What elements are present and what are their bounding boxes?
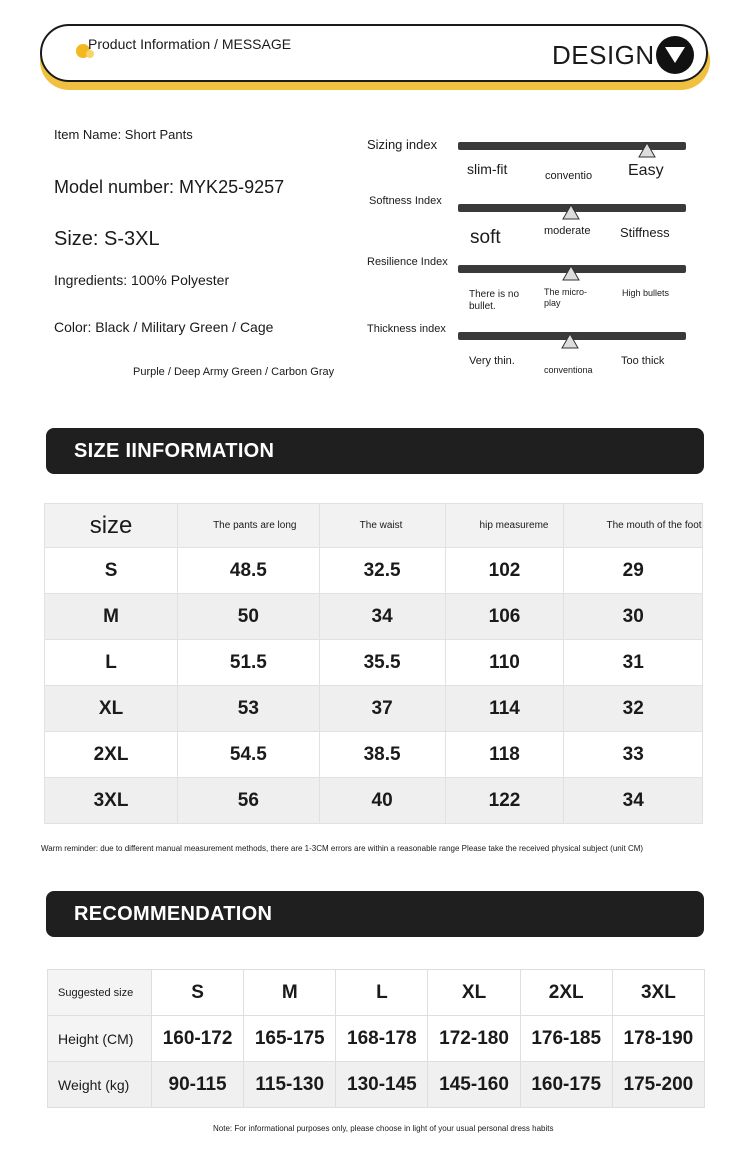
index-option: moderate [544, 225, 591, 237]
table-header-cell: The waist [319, 504, 445, 548]
design-label: DESIGN [552, 40, 655, 70]
table-row [45, 594, 703, 640]
table-row [48, 1016, 705, 1062]
table-cell: XL [45, 686, 178, 732]
table-cell: 145-160 [428, 1062, 520, 1108]
size-section-header [46, 428, 704, 474]
table-header-cell: hip measureme [445, 504, 564, 548]
table-cell: M [45, 594, 178, 640]
table-cell: 32 [564, 686, 703, 732]
table-cell: 37 [319, 686, 445, 732]
index-marker-resilience [562, 265, 580, 281]
dropdown-button[interactable] [656, 36, 694, 74]
table-header-cell: XL [428, 970, 520, 1016]
table-header-cell: The pants are long [178, 504, 320, 548]
table-row-label: Weight (kg) [48, 1062, 152, 1108]
table-header-cell: 3XL [612, 970, 704, 1016]
table-cell: 38.5 [319, 732, 445, 778]
index-option: soft [470, 227, 501, 248]
table-cell: 40 [319, 778, 445, 824]
table-cell: 160-175 [520, 1062, 612, 1108]
table-cell: 172-180 [428, 1016, 520, 1062]
table-header-cell: L [336, 970, 428, 1016]
table-cell: 2XL [45, 732, 178, 778]
table-cell: 110 [445, 640, 564, 686]
index-label-resilience: Resilience Index [367, 256, 448, 268]
table-row [45, 686, 703, 732]
header-title: Product Information / MESSAGE [88, 36, 292, 52]
table-cell: 178-190 [612, 1016, 704, 1062]
table-header-row [48, 970, 705, 1016]
table-header-cell: Suggested size [48, 970, 152, 1016]
index-label-sizing: Sizing index [367, 137, 438, 152]
table-cell: 118 [445, 732, 564, 778]
index-option: Stiffness [620, 225, 670, 240]
model-number: Model number: MYK25-9257 [54, 177, 285, 197]
table-cell: 34 [564, 778, 703, 824]
table-row [45, 778, 703, 824]
table-header-cell: 2XL [520, 970, 612, 1016]
table-cell: 31 [564, 640, 703, 686]
table-cell: 122 [445, 778, 564, 824]
table-cell: 160-172 [152, 1016, 244, 1062]
table-cell: 165-175 [244, 1016, 336, 1062]
table-row [48, 1062, 705, 1108]
table-cell: 50 [178, 594, 320, 640]
table-cell: 29 [564, 548, 703, 594]
color-line-1: Color: Black / Military Green / Cage [54, 319, 274, 335]
table-cell: 106 [445, 594, 564, 640]
table-cell: 53 [178, 686, 320, 732]
table-cell: 168-178 [336, 1016, 428, 1062]
item-name: Item Name: Short Pants [54, 127, 193, 142]
table-cell: 115-130 [244, 1062, 336, 1108]
table-cell: 114 [445, 686, 564, 732]
index-label-thickness: Thickness index [367, 323, 446, 335]
color-line-2: Purple / Deep Army Green / Carbon Gray [133, 366, 335, 378]
table-row [45, 640, 703, 686]
table-header-cell: The mouth of the foot [564, 504, 703, 548]
table-cell: 48.5 [178, 548, 320, 594]
table-cell: 3XL [45, 778, 178, 824]
table-cell: 130-145 [336, 1062, 428, 1108]
table-cell: S [45, 548, 178, 594]
table-cell: 30 [564, 594, 703, 640]
table-cell: 56 [178, 778, 320, 824]
index-marker-softness [562, 204, 580, 220]
index-option: There is no bullet. [469, 289, 520, 312]
table-cell: 90-115 [152, 1062, 244, 1108]
size-section-title: SIZE IINFORMATION [74, 440, 275, 462]
index-option: conventiona [544, 365, 593, 375]
table-row [45, 732, 703, 778]
table-row [45, 548, 703, 594]
index-option: Easy [628, 162, 664, 179]
index-label-softness: Softness Index [369, 195, 442, 207]
table-cell: 33 [564, 732, 703, 778]
table-header-cell: size [45, 504, 178, 548]
table-cell: 51.5 [178, 640, 320, 686]
index-option: The micro-play [544, 287, 588, 308]
table-cell: 32.5 [319, 548, 445, 594]
index-marker-thickness [561, 333, 579, 349]
table-header-cell: S [152, 970, 244, 1016]
index-option: Too thick [621, 355, 665, 367]
recommendation-table [47, 969, 705, 1108]
size-table [44, 503, 703, 824]
index-option: conventio [545, 170, 593, 182]
warm-reminder: Warm reminder: due to different manual measurement methods, there are 1-3CM errors are within a reasonable range Please take the received physical subject (unit CM) [41, 844, 644, 853]
table-cell: L [45, 640, 178, 686]
recommendation-section-header [46, 891, 704, 937]
triangle-down-icon [665, 47, 685, 63]
ingredients: Ingredients: 100% Polyester [54, 272, 230, 288]
table-header-row [45, 504, 703, 548]
recommendation-note: Note: For informational purposes only, please choose in light of your usual personal dress habits [213, 1124, 554, 1133]
table-cell: 54.5 [178, 732, 320, 778]
size-range: Size: S-3XL [54, 228, 160, 250]
table-cell: 35.5 [319, 640, 445, 686]
index-option: Very thin. [469, 355, 515, 367]
table-row-label: Height (CM) [48, 1016, 152, 1062]
index-marker-sizing [638, 142, 656, 158]
table-cell: 176-185 [520, 1016, 612, 1062]
recommendation-section-title: RECOMMENDATION [74, 903, 273, 925]
index-option: slim-fit [467, 161, 508, 177]
table-cell: 102 [445, 548, 564, 594]
index-option: High bullets [622, 288, 670, 298]
table-cell: 175-200 [612, 1062, 704, 1108]
table-cell: 34 [319, 594, 445, 640]
table-header-cell: M [244, 970, 336, 1016]
